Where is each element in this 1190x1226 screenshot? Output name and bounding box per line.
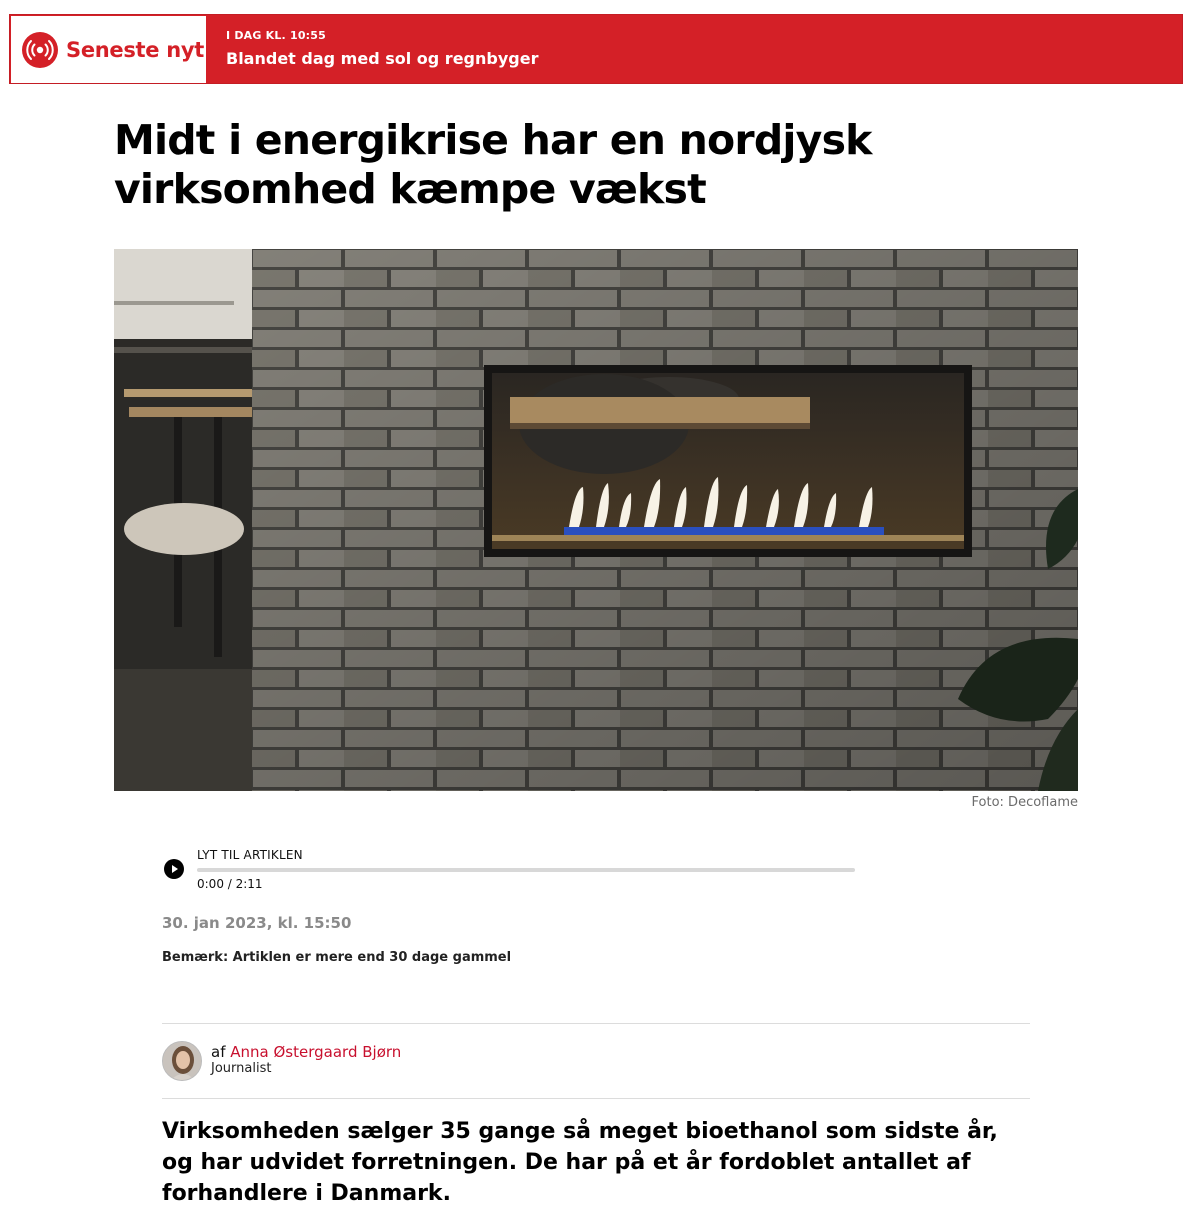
play-icon[interactable] [164, 859, 184, 879]
article-title: Midt i energikrise har en nordjysk virksomhed kæmpe vækst [114, 116, 872, 213]
article-age-note: Bemærk: Artiklen er mere end 30 dage gammel [162, 950, 512, 965]
breaking-news-bar[interactable] [9, 14, 1183, 84]
divider [162, 1098, 1030, 1099]
article-lede: Virksomheden sælger 35 gange så meget bioethanol som sidste år, og har udvidet forretningen. De har på et år fordoblet antallet af forhandlere i Danmark. [162, 1119, 998, 1206]
author-role: Journalist [211, 1061, 272, 1076]
audio-progress-track[interactable] [197, 868, 855, 872]
publish-date: 30. jan 2023, kl. 15:50 [162, 914, 352, 932]
photo-credit: Foto: Decoflame [971, 795, 1078, 810]
broadcast-icon [22, 32, 58, 68]
hero-image [114, 249, 1078, 791]
breaking-news-time: I DAG KL. 10:55 [226, 29, 326, 42]
fireplace-illustration [114, 249, 1078, 791]
author-prefix: af [211, 1043, 226, 1061]
author-byline [162, 1041, 762, 1081]
audio-time: 0:00 / 2:11 [197, 877, 263, 891]
audio-player [162, 846, 862, 896]
divider [162, 1023, 1030, 1024]
breaking-news-headline[interactable]: Blandet dag med sol og regnbyger [226, 49, 539, 68]
author-line [211, 1043, 401, 1061]
avatar[interactable] [162, 1041, 202, 1081]
breaking-news-badge[interactable] [11, 16, 206, 83]
author-name-link[interactable]: Anna Østergaard Bjørn [230, 1043, 402, 1061]
audio-label: LYT TIL ARTIKLEN [197, 848, 303, 862]
breaking-news-label: Seneste nyt [66, 37, 205, 62]
